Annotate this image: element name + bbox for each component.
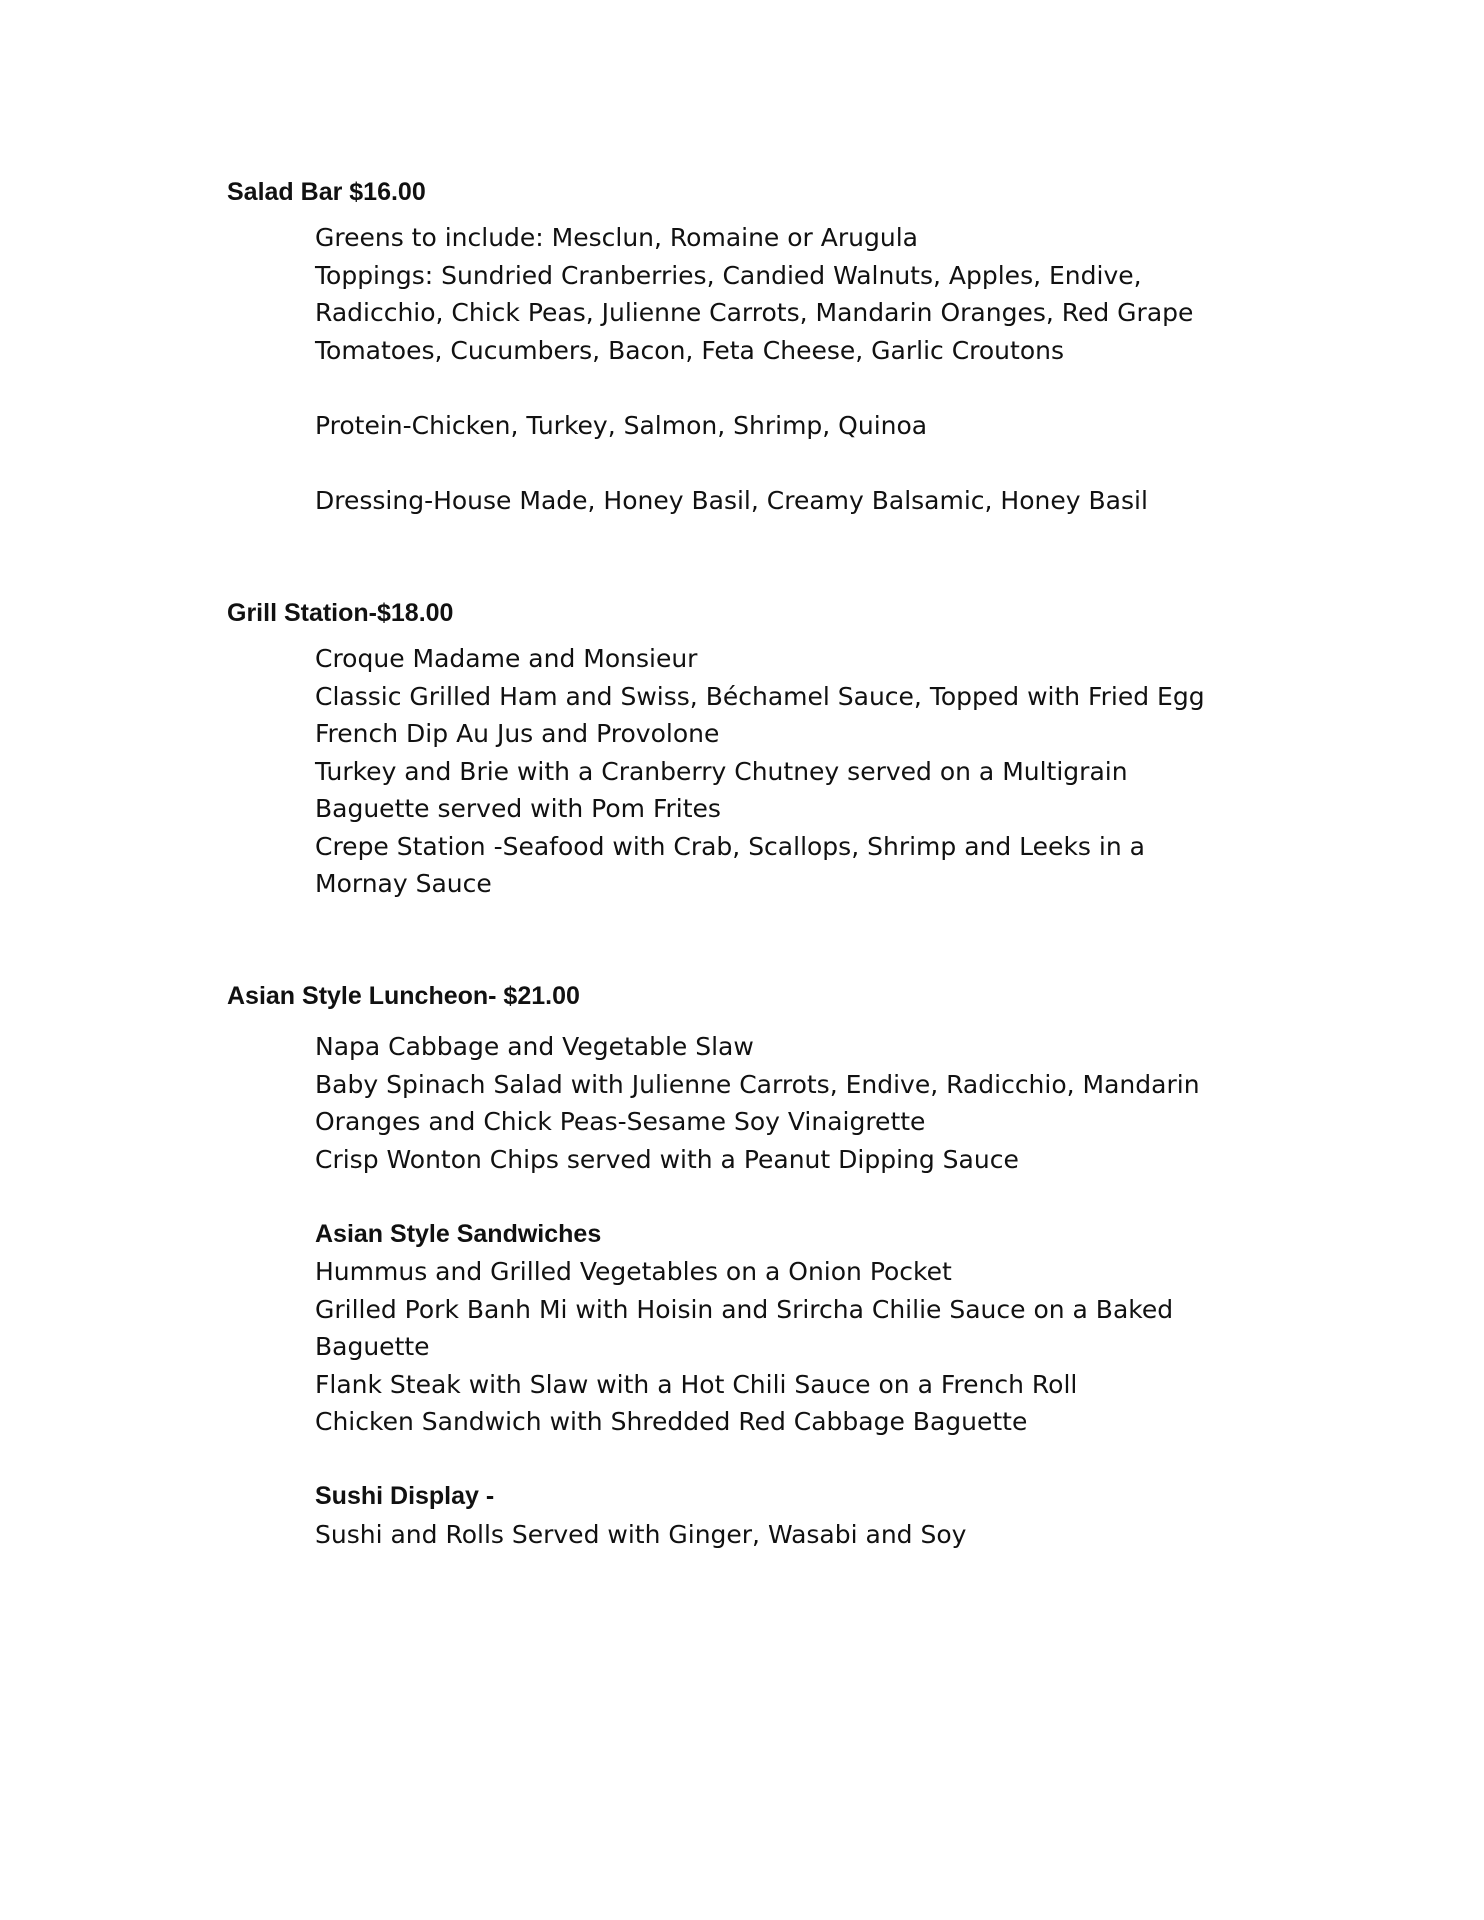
asian-luncheon-details [315,1028,1315,1553]
salad-bar-protein: Protein-Chicken, Turkey, Salmon, Shrimp, Quinoa [315,410,928,440]
menu-line: Turkey and Brie with a Cranberry Chutney served on a Multigrain [315,756,1128,786]
salad-bar-details [315,219,1315,519]
grill-station-heading: Grill Station-$18.00 [227,599,454,627]
menu-line: Tomatoes, Cucumbers, Bacon, Feta Cheese, Garlic Croutons [315,335,1064,365]
menu-line: Mornay Sauce [315,869,492,898]
menu-line: Radicchio, Chick Peas, Julienne Carrots, Mandarin Oranges, Red Grape [315,298,1194,327]
salad-bar-heading: Salad Bar $16.00 [227,178,426,206]
asian-sandwiches-subheading: Asian Style Sandwiches [315,1219,602,1248]
menu-line: Croque Madame and Monsieur [315,644,698,673]
menu-line: Crisp Wonton Chips served with a Peanut Dipping Sauce [315,1144,1019,1174]
salad-bar-dressing: Dressing-House Made, Honey Basil, Creamy Balsamic, Honey Basil [315,485,1148,515]
menu-line: Oranges and Chick Peas-Sesame Soy Vinaigrette [315,1107,926,1136]
menu-line: Baby Spinach Salad with Julienne Carrots, Endive, Radicchio, Mandarin [315,1069,1200,1099]
menu-line: Toppings: Sundried Cranberries, Candied Walnuts, Apples, Endive, [315,260,1142,290]
menu-line: Baguette [315,1332,430,1361]
grill-station-details [315,640,1315,903]
menu-line: Chicken Sandwich with Shredded Red Cabbage Baguette [315,1407,1028,1436]
menu-line: Greens to include: Mesclun, Romaine or Arugula [315,223,918,252]
menu-line: Grilled Pork Banh Mi with Hoisin and Srircha Chilie Sauce on a Baked [315,1294,1174,1324]
sushi-display-subheading: Sushi Display - [315,1482,495,1510]
menu-line: Hummus and Grilled Vegetables on a Onion Pocket [315,1257,952,1286]
menu-line: Classic Grilled Ham and Swiss, Béchamel Sauce, Topped with Fried Egg [315,681,1205,711]
asian-luncheon-heading: Asian Style Luncheon- $21.00 [227,982,580,1010]
menu-line: French Dip Au Jus and Provolone [315,719,720,748]
menu-line: Napa Cabbage and Vegetable Slaw [315,1032,754,1061]
menu-line: Baguette served with Pom Frites [315,794,721,823]
menu-line: Sushi and Rolls Served with Ginger, Wasabi and Soy [315,1519,967,1549]
menu-line: Flank Steak with Slaw with a Hot Chili Sauce on a French Roll [315,1369,1078,1399]
menu-line: Crepe Station -Seafood with Crab, Scallops, Shrimp and Leeks in a [315,831,1145,861]
